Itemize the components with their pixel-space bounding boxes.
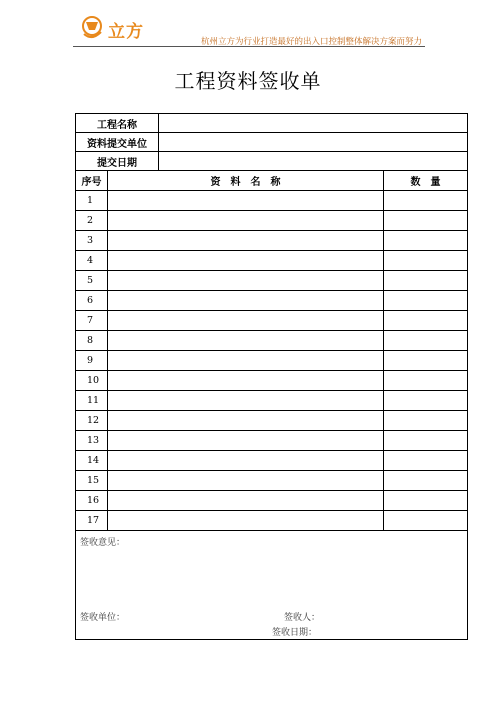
header-divider (73, 46, 425, 47)
item-qty-field[interactable] (384, 391, 468, 411)
item-qty-field[interactable] (384, 351, 468, 371)
item-qty-field[interactable] (384, 211, 468, 231)
info-row-submitting-unit (76, 133, 468, 152)
item-name-field[interactable] (108, 271, 384, 291)
row-number: 5 (76, 271, 108, 291)
table-row (76, 331, 468, 351)
row-number: 16 (76, 491, 108, 511)
item-name-field[interactable] (108, 251, 384, 271)
page-header (0, 0, 496, 50)
info-value-field[interactable] (159, 152, 468, 171)
info-row-project-name (76, 114, 468, 133)
item-name-field[interactable] (108, 231, 384, 251)
item-name-field[interactable] (108, 391, 384, 411)
row-number: 8 (76, 331, 108, 351)
item-qty-field[interactable] (384, 331, 468, 351)
info-label: 资料提交单位 (76, 133, 159, 152)
item-qty-field[interactable] (384, 371, 468, 391)
item-name-field[interactable] (108, 311, 384, 331)
signing-unit-label: 签收单位： (80, 613, 126, 623)
table-row (76, 511, 468, 531)
item-qty-field[interactable] (384, 411, 468, 431)
item-name-field[interactable] (108, 291, 384, 311)
row-number: 14 (76, 451, 108, 471)
row-number: 13 (76, 431, 108, 451)
table-row (76, 351, 468, 371)
header-tagline: 杭州立方为行业打造最好的出入口控制整体解决方案而努力 (200, 37, 422, 47)
item-qty-field[interactable] (384, 251, 468, 271)
item-name-field[interactable] (108, 371, 384, 391)
row-number: 2 (76, 211, 108, 231)
row-number: 3 (76, 231, 108, 251)
item-qty-field[interactable] (384, 431, 468, 451)
item-qty-field[interactable] (384, 291, 468, 311)
table-row (76, 291, 468, 311)
item-name-field[interactable] (108, 451, 384, 471)
item-qty-field[interactable] (384, 191, 468, 211)
column-header-qty: 数 量 (384, 171, 468, 191)
row-number: 11 (76, 391, 108, 411)
item-qty-field[interactable] (384, 511, 468, 531)
item-name-field[interactable] (108, 511, 384, 531)
item-name-field[interactable] (108, 331, 384, 351)
table-row (76, 391, 468, 411)
info-value-field[interactable] (159, 114, 468, 133)
row-number: 1 (76, 191, 108, 211)
info-label: 工程名称 (76, 114, 159, 133)
logo-text: 立方 (108, 22, 144, 42)
info-label: 提交日期 (76, 152, 159, 171)
item-name-field[interactable] (108, 351, 384, 371)
item-name-field[interactable] (108, 211, 384, 231)
item-qty-field[interactable] (384, 311, 468, 331)
row-number: 10 (76, 371, 108, 391)
page-title: 工程资料签收单 (174, 69, 322, 93)
column-header-seq: 序号 (76, 171, 108, 191)
row-number: 15 (76, 471, 108, 491)
item-qty-field[interactable] (384, 451, 468, 471)
item-qty-field[interactable] (384, 471, 468, 491)
item-qty-field[interactable] (384, 491, 468, 511)
row-number: 9 (76, 351, 108, 371)
item-name-field[interactable] (108, 191, 384, 211)
table-row (76, 471, 468, 491)
signoff-cell[interactable] (76, 531, 468, 640)
table-row (76, 311, 468, 331)
signing-date-label: 签收日期： (272, 628, 318, 638)
row-number: 7 (76, 311, 108, 331)
table-row (76, 231, 468, 251)
table-row (76, 211, 468, 231)
receiver-label: 签收人： (284, 613, 321, 623)
item-qty-field[interactable] (384, 271, 468, 291)
row-number: 12 (76, 411, 108, 431)
column-header-row (76, 171, 468, 191)
table-row (76, 271, 468, 291)
table-row (76, 251, 468, 271)
table-row (76, 431, 468, 451)
info-row-submit-date (76, 152, 468, 171)
item-name-field[interactable] (108, 491, 384, 511)
table-row (76, 491, 468, 511)
item-name-field[interactable] (108, 431, 384, 451)
opinion-label: 签收意见： (80, 538, 126, 548)
signoff-section (76, 531, 468, 640)
info-value-field[interactable] (159, 133, 468, 152)
table-row (76, 451, 468, 471)
item-name-field[interactable] (108, 471, 384, 491)
column-header-name: 资 料 名 称 (108, 171, 384, 191)
row-number: 4 (76, 251, 108, 271)
row-number: 17 (76, 511, 108, 531)
row-number: 6 (76, 291, 108, 311)
table-row (76, 411, 468, 431)
item-list (76, 191, 468, 531)
receipt-form-table (75, 113, 468, 640)
table-row (76, 191, 468, 211)
item-name-field[interactable] (108, 411, 384, 431)
table-row (76, 371, 468, 391)
item-qty-field[interactable] (384, 231, 468, 251)
